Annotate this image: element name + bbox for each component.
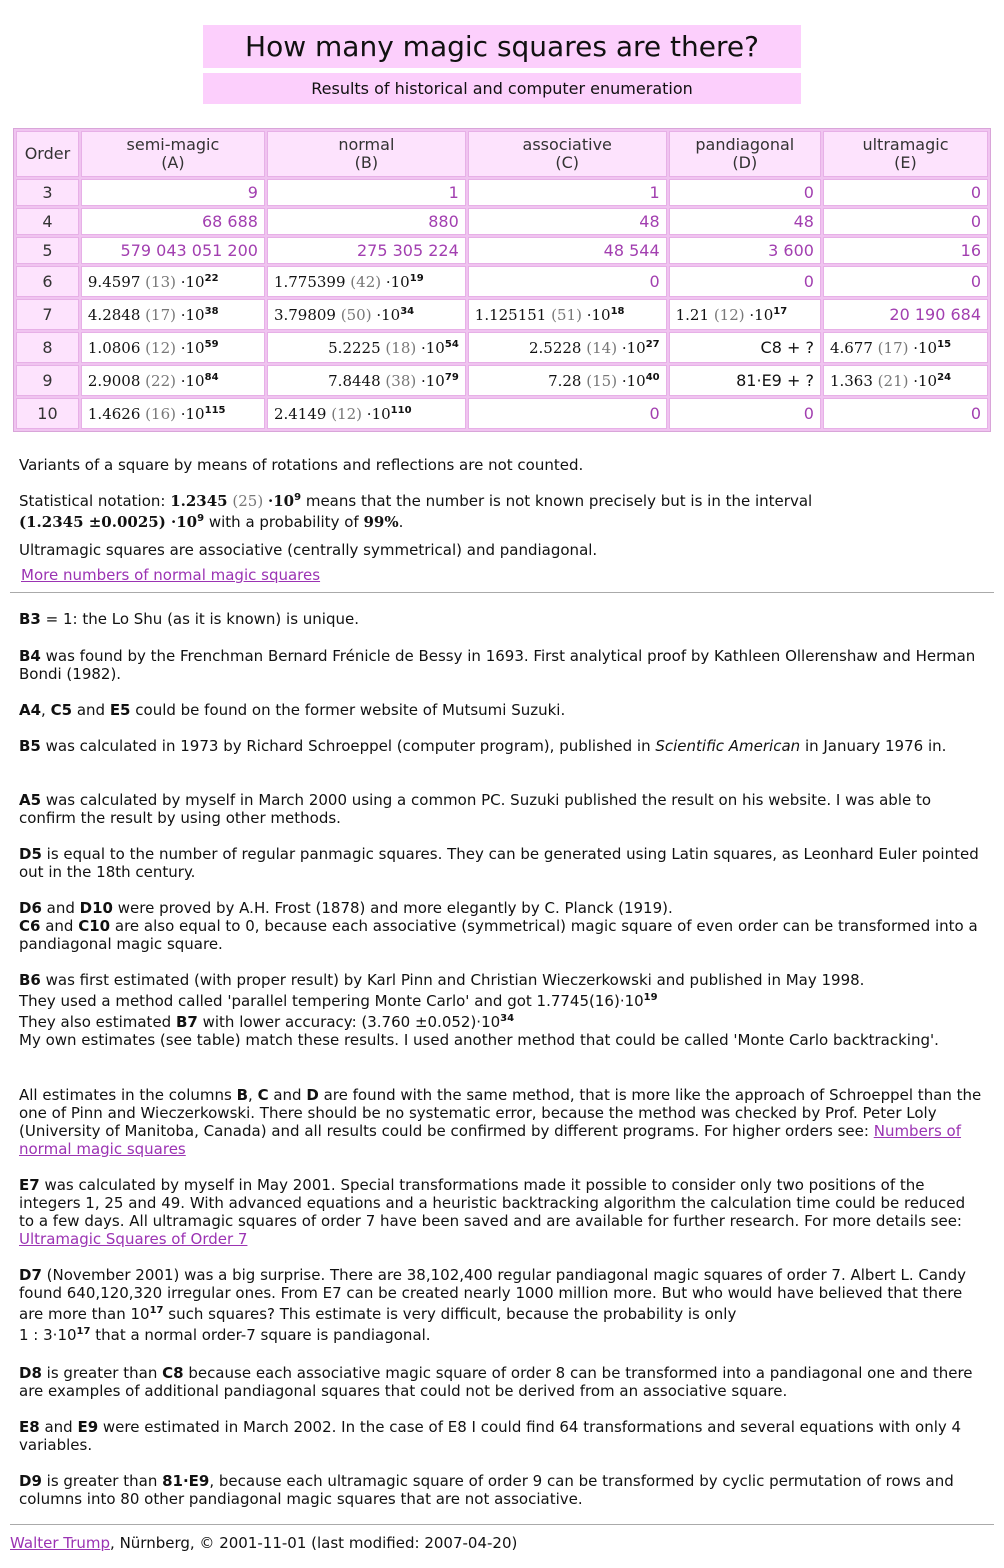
cell-b6: 1.775399 $(42) \cdot 10^{19}$ <box>267 266 466 297</box>
cell-c10: 0 <box>468 398 667 429</box>
header-order: Order <box>16 131 79 177</box>
cell-b5: 275 305 224 <box>267 237 466 264</box>
cell-b3: 1 <box>267 179 466 206</box>
header-normal: normal (B) <box>267 131 466 177</box>
cell-c3: 1 <box>468 179 667 206</box>
cell-a5: 579 043 051 200 <box>81 237 265 264</box>
table-row: 9 2.9008 $(22) \cdot 10^{84}$ 7.8448 $(38) \cdot 10^{79}$ 7.28 $(15) \cdot 10^{40}$ 81·E9 + ? 1.363 $(21) \cdot 10^{24}$ <box>16 365 988 396</box>
cell-a3: 9 <box>81 179 265 206</box>
cell-a10: 1.4626 $(16) \cdot 10^{115}$ <box>81 398 265 429</box>
numbers-normal-link[interactable]: Numbers of normal magic squares <box>19 1122 962 1158</box>
cell-e7: 20 190 684 <box>823 299 988 330</box>
cell-d9: 81·E9 + ? <box>669 365 821 396</box>
cell-d6: 0 <box>669 266 821 297</box>
cell-a6: 9.4597 $(13) \cdot 10^{22}$ <box>81 266 265 297</box>
divider <box>10 592 994 593</box>
para-b5: B5 was calculated in 1973 by Richard Schroeppel (computer program), published in Scientific American in January 1976 in. <box>19 737 947 755</box>
para-e7: E7 was calculated by myself in May 2001. Special transformations made it possible to consider only two positions of the integers 1, 25 and 49. With advanced equations and a heuristic backtracking algorithm the calculation time could be reduced to a few days. All ultramagic squares of order 7 have been saved and are available for further research. For more details see: Ultramagic Squares of Order 7 <box>19 1176 966 1248</box>
table-header-row <box>16 131 988 177</box>
cell-c7: 1.125151 $(51) \cdot 10^{18}$ <box>468 299 667 330</box>
note-variants: Variants of a square by means of rotations and reflections are not counted. <box>19 456 584 474</box>
cell-c4: 48 <box>468 208 667 235</box>
page-title: How many magic squares are there? <box>203 25 801 68</box>
para-b4: B4 was found by the Frenchman Bernard Frénicle de Bessy in 1693. First analytical proof by Kathleen Ollerenshaw and Herman Bondi (1982). <box>19 647 976 683</box>
para-a4: A4, C5 and E5 could be found on the former website of Mutsumi Suzuki. <box>19 701 566 719</box>
cell-e8: 4.677 $(17) \cdot 10^{15}$ <box>823 332 988 363</box>
ultramagic-order7-link[interactable]: Ultramagic Squares of Order 7 <box>19 1230 248 1248</box>
cell-d10: 0 <box>669 398 821 429</box>
footer: Walter Trump, Nürnberg, © 2001-11-01 (last modified: 2007-04-20) <box>10 1534 518 1552</box>
cell-d4: 48 <box>669 208 821 235</box>
cell-a4: 68 688 <box>81 208 265 235</box>
cell-a8: 1.0806 $(12) \cdot 10^{59}$ <box>81 332 265 363</box>
cell-c9: 7.28 $(15) \cdot 10^{40}$ <box>468 365 667 396</box>
cell-e3: 0 <box>823 179 988 206</box>
para-a5: A5 was calculated by myself in March 2000 using a common PC. Suzuki published the result on his website. I was able to confirm the result by using other methods. <box>19 791 932 827</box>
cell-c8: 2.5228 $(14) \cdot 10^{27}$ <box>468 332 667 363</box>
note-ultramagic: Ultramagic squares are associative (centrally symmetrical) and pandiagonal. <box>19 541 598 559</box>
para-all-estimates: All estimates in the columns B, C and D are found with the same method, that is more like the approach of Schroeppel than the one of Pinn and Wieczerkowski. There should be no systematic error, because the method was checked by Prof. Peter Loly (University of Manitoba, Canada) and all results could be confirmed by different programs. For higher orders see: Numbers of normal magic squares <box>19 1086 982 1158</box>
cell-b7: 3.79809 $(50) \cdot 10^{34}$ <box>267 299 466 330</box>
table-row: 8 1.0806 $(12) \cdot 10^{59}$ 5.2225 $(18) \cdot 10^{54}$ 2.5228 $(14) \cdot 10^{27}$ C8 + ? 4.677 $(17) \cdot 10^{15}$ <box>16 332 988 363</box>
para-d7: D7 (November 2001) was a big surprise. There are 38,102,400 regular pandiagonal magic squares of order 7. Albert L. Candy found 640,120,320 irregular ones. From E7 can be created nearly 1000 million more. But who would have believed that there are more than $10^{17}$ such squares? This estimate is very difficult, because the probability is only 1 : $3\cdot 10^{17}$ that a normal order-7 square is pandiagonal. <box>19 1266 966 1344</box>
cell-d8: C8 + ? <box>669 332 821 363</box>
cell-e9: 1.363 $(21) \cdot 10^{24}$ <box>823 365 988 396</box>
cell-b4: 880 <box>267 208 466 235</box>
para-d6: D6 and D10 were proved by A.H. Frost (1878) and more elegantly by C. Planck (1919). C6 and C10 are also equal to 0, because each associative (symmetrical) magic square of even order can be transformed into a pandiagonal magic square. <box>19 899 978 953</box>
header-pandiagonal: pandiagonal (D) <box>669 131 821 177</box>
table-row: 7 4.2848 $(17) \cdot 10^{38}$ 3.79809 $(50) \cdot 10^{34}$ 1.125151 $(51) \cdot 10^{18}$ 1.21 $(12) \cdot 10^{17}$ 20 190 684 <box>16 299 988 330</box>
cell-a7: 4.2848 $(17) \cdot 10^{38}$ <box>81 299 265 330</box>
cell-b8: 5.2225 $(18) \cdot 10^{54}$ <box>267 332 466 363</box>
header-associative: associative (C) <box>468 131 667 177</box>
author-link[interactable]: Walter Trump <box>10 1534 111 1552</box>
cell-c5: 48 544 <box>468 237 667 264</box>
table-row: 3 9 1 1 0 0 <box>16 179 988 206</box>
cell-a9: 2.9008 $(22) \cdot 10^{84}$ <box>81 365 265 396</box>
cell-d7: 1.21 $(12) \cdot 10^{17}$ <box>669 299 821 330</box>
more-numbers-link[interactable]: More numbers of normal magic squares <box>21 566 321 584</box>
header-ultramagic: ultramagic (E) <box>823 131 988 177</box>
cell-e4: 0 <box>823 208 988 235</box>
table-row: 5 579 043 051 200 275 305 224 48 544 3 600 16 <box>16 237 988 264</box>
para-d9: D9 is greater than 81·E9, because each ultramagic square of order 9 can be transformed by cyclic permutation of rows and columns into 80 other pandiagonal magic squares that are not associative. <box>19 1472 954 1508</box>
cell-e6: 0 <box>823 266 988 297</box>
cell-b10: 2.4149 $(12) \cdot 10^{110}$ <box>267 398 466 429</box>
page-subtitle: Results of historical and computer enumeration <box>203 73 801 104</box>
header-semi-magic: semi-magic (A) <box>81 131 265 177</box>
table-row: 10 1.4626 $(16) \cdot 10^{115}$ 2.4149 $(12) \cdot 10^{110}$ 0 0 0 <box>16 398 988 429</box>
table-row: 6 9.4597 $(13) \cdot 10^{22}$ 1.775399 $(42) \cdot 10^{19}$ 0 0 0 <box>16 266 988 297</box>
cell-b9: 7.8448 $(38) \cdot 10^{79}$ <box>267 365 466 396</box>
cell-e5: 16 <box>823 237 988 264</box>
cell-e10: 0 <box>823 398 988 429</box>
para-b3: B3 = 1: the Lo Shu (as it is known) is unique. <box>19 610 359 628</box>
para-e8: E8 and E9 were estimated in March 2002. In the case of E8 I could find 64 transformations and several equations with only 4 variables. <box>19 1418 962 1454</box>
cell-c6: 0 <box>468 266 667 297</box>
para-b6: B6 was first estimated (with proper result) by Karl Pinn and Christian Wieczerkowski and published in May 1998. They used a method called 'parallel tempering Monte Carlo' and got $1.7745(16)\cdot 10^{19}$ They also estimated B7 with lower accuracy: $(3.760 \pm 0.052)\cdot 10^{34}$ My own estimates (see table) match these results. I used another method that could be called 'Monte Carlo backtracking'. <box>19 971 939 1049</box>
para-d5: D5 is equal to the number of regular panmagic squares. They can be generated using Latin squares, as Leonhard Euler pointed out in the 18th century. <box>19 845 979 881</box>
footer-divider <box>10 1524 994 1525</box>
table-row: 4 68 688 880 48 48 0 <box>16 208 988 235</box>
para-d8: D8 is greater than C8 because each associative magic square of order 8 can be transformed into a pandiagonal one and there are examples of additional pandiagonal squares that could not be derived from an associative square. <box>19 1364 973 1400</box>
cell-d5: 3 600 <box>669 237 821 264</box>
magic-squares-table <box>13 128 991 432</box>
note-statistical: Statistical notation: 1.2345 $(25) \cdot 10^9$ means that the number is not known precisely but is in the interval $(1.2345 \pm 0.0025) \cdot 10^9$ with a probability of 99%. <box>19 492 813 531</box>
cell-d3: 0 <box>669 179 821 206</box>
